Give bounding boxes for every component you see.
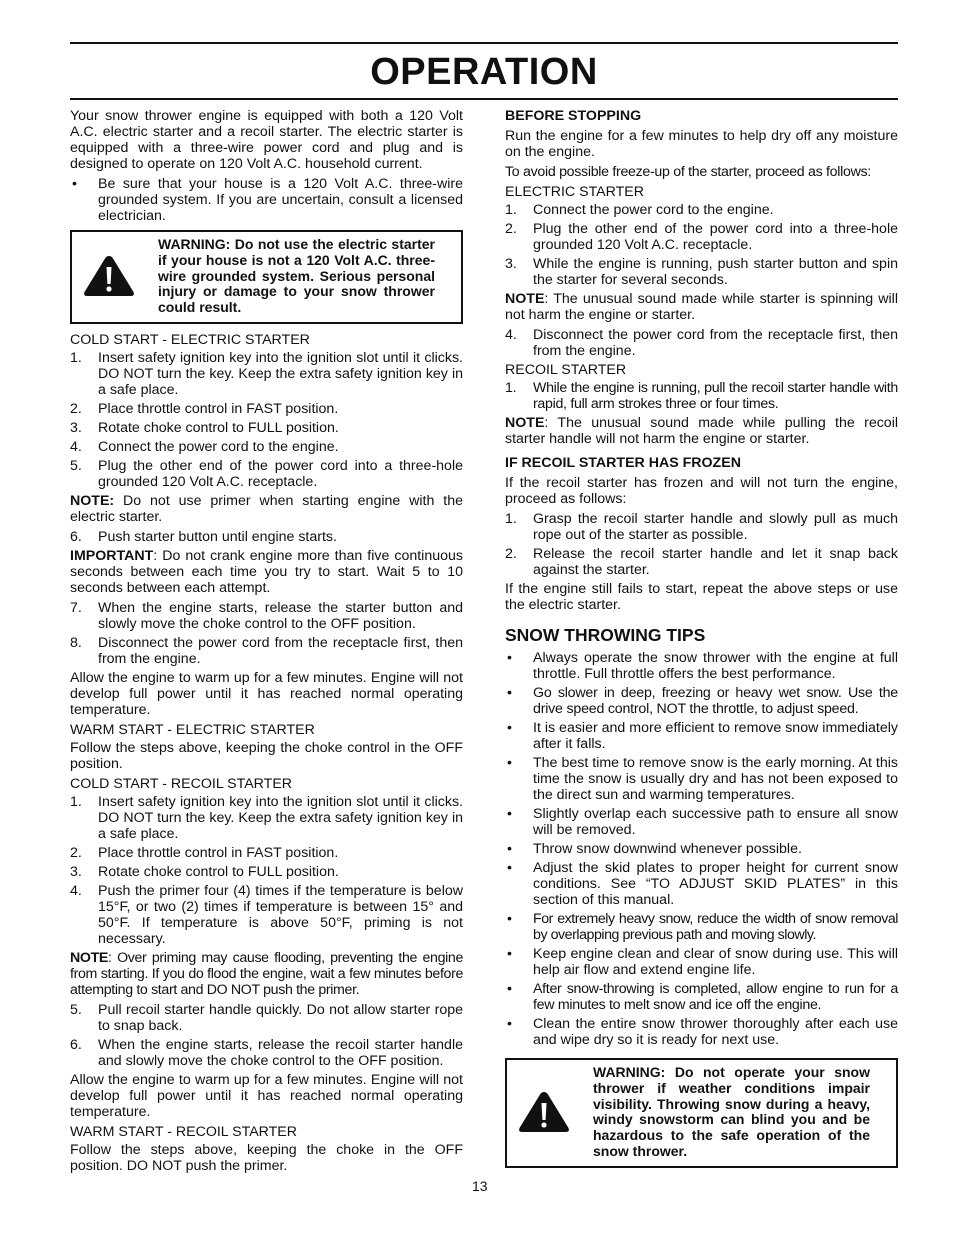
- warmup-paragraph: Allow the engine to warm up for a few minutes. Engine will not develop full power until it has reached normal operating temperature.: [70, 669, 463, 718]
- list-item: 3. Rotate choke control to FULL position.: [70, 863, 339, 880]
- recoil-starter-heading: RECOIL STARTER: [505, 362, 627, 378]
- frozen-heading: IF RECOIL STARTER HAS FROZEN: [505, 455, 741, 471]
- electric-starter-heading: ELECTRIC STARTER: [505, 184, 645, 200]
- list-item: 2. Place throttle control in FAST position.: [70, 400, 339, 417]
- snow-throwing-tips-heading: SNOW THROWING TIPS: [505, 625, 706, 645]
- list-item: 4. Disconnect the power cord from the receptacle first, then from the engine.: [505, 327, 898, 359]
- bullet-icon: •: [507, 720, 512, 736]
- warning-text: WARNING: Do not operate your snow thrower if weather conditions impair visibility. Throwing snow during a heavy, windy snowstorm can blind you and be hazardous to the safe operation of the snow thrower.: [593, 1064, 870, 1159]
- bullet-icon: •: [507, 806, 512, 822]
- list-item: 5. Plug the other end of the power cord into a three-hole grounded 120 Volt A.C. receptacle.: [70, 457, 463, 490]
- list-item: 1. Insert safety ignition key into the ignition slot until it clicks. DO NOT turn the key. Keep the extra safety ignition key in a safe place.: [70, 349, 463, 398]
- electric-starter-warning-box: [70, 230, 463, 324]
- list-item: 4. Push the primer four (4) times if the temperature is below 15°F, or two (2) times if temperature is between 15° and 50°F. If temperature is above 50°F, priming is not necessary.: [70, 882, 463, 947]
- frozen-after: If the engine still fails to start, repeat the above steps or use the electric starter.: [505, 581, 898, 613]
- list-item: 1. While the engine is running, pull the recoil starter handle with rapid, full arm strokes three or four times.: [505, 380, 898, 412]
- intro-bullets: [70, 176, 463, 224]
- list-item: • Clean the entire snow thrower thoroughly after each use and wipe dry so it is ready for next use.: [507, 1016, 898, 1048]
- note-paragraph: NOTE: Do not use primer when starting engine with the electric starter.: [70, 492, 463, 525]
- bullet-icon: •: [507, 860, 512, 876]
- warning-triangle-icon: [82, 253, 136, 299]
- list-item: • After snow-throwing is completed, allow engine to run for a few minutes to melt snow and ice off the engine.: [507, 981, 898, 1013]
- list-item: • Be sure that your house is a 120 Volt A.C. three-wire grounded system. If you are uncertain, consult a licensed electrician.: [72, 176, 463, 224]
- bullet-icon: •: [507, 911, 512, 927]
- page-number: 13: [472, 1178, 488, 1194]
- list-item: • It is easier and more efficient to remove snow immediately after it falls.: [507, 720, 898, 752]
- list-item: 7. When the engine starts, release the starter button and slowly move the choke control to the OFF position.: [70, 599, 463, 632]
- bullet-icon: •: [507, 946, 512, 962]
- before-stopping-text: To avoid possible freeze-up of the starter, proceed as follows:: [505, 164, 871, 180]
- warm-electric-text: Follow the steps above, keeping the choke control in the OFF position.: [70, 739, 463, 772]
- snow-throwing-tips-list: [505, 650, 898, 1048]
- cold-electric-steps: [70, 350, 463, 490]
- bullet-icon: •: [507, 685, 512, 701]
- cold-recoil-steps-continued: [70, 1002, 463, 1069]
- bullet-icon: •: [72, 176, 77, 192]
- list-item: • Go slower in deep, freezing or heavy wet snow. Use the drive speed control, NOT the throttle, to adjust speed.: [507, 685, 898, 717]
- left-column: [70, 108, 463, 1178]
- warm-electric-heading: WARM START - ELECTRIC STARTER: [70, 721, 315, 738]
- cold-electric-step6: [70, 529, 463, 545]
- list-item: 2. Release the recoil starter handle and let it snap back against the starter.: [505, 546, 898, 578]
- list-item: • Slightly overlap each successive path to ensure all snow will be removed.: [507, 806, 898, 838]
- before-stopping-heading: BEFORE STOPPING: [505, 108, 642, 124]
- list-item: 3. While the engine is running, push starter button and spin the starter for several seconds.: [505, 256, 898, 288]
- list-item: 1. Insert safety ignition key into the ignition slot until it clicks. DO NOT turn the key. Keep the extra safety ignition key in a safe place.: [70, 793, 463, 842]
- page-title: OPERATION: [370, 51, 598, 93]
- list-item: 3. Rotate choke control to FULL position.: [70, 419, 339, 436]
- note-paragraph: NOTE: Over priming may cause flooding, preventing the engine from starting. If you do flood the engine, wait a few minutes before attempting to start and DO NOT push the primer.: [70, 949, 463, 998]
- list-item: • Throw snow downwind whenever possible.: [507, 841, 802, 857]
- title-underline: [70, 98, 898, 100]
- note-paragraph: NOTE: The unusual sound made while starter is spinning will not harm the engine or starter.: [505, 291, 898, 323]
- cold-electric-heading: COLD START - ELECTRIC STARTER: [70, 331, 310, 348]
- list-item: • Adjust the skid plates to proper height for current snow conditions. See “TO ADJUST SKID PLATES” in this section of this manual.: [507, 860, 898, 908]
- bullet-icon: •: [507, 1016, 512, 1032]
- bullet-icon: •: [507, 650, 512, 666]
- list-item: 4. Connect the power cord to the engine.: [70, 438, 339, 455]
- electric-starter-step4: [505, 327, 898, 359]
- frozen-intro: If the recoil starter has frozen and will not turn the engine, proceed as follows:: [505, 475, 898, 507]
- list-item: 6. Push starter button until engine starts.: [70, 528, 337, 545]
- bullet-icon: •: [507, 981, 512, 997]
- cold-recoil-steps: [70, 794, 463, 947]
- warmup-paragraph: Allow the engine to warm up for a few minutes. Engine will not develop full power until it has reached normal operating temperature.: [70, 1071, 463, 1120]
- warning-text: WARNING: Do not use the electric starter if your house is not a 120 Volt A.C. three-wire grounded system. Serious personal injury or damage to your snow thrower could result.: [158, 236, 435, 316]
- list-item: 5. Pull recoil starter handle quickly. Do not allow starter rope to snap back.: [70, 1001, 463, 1034]
- list-item: 6. When the engine starts, release the recoil starter handle and slowly move the choke control to the OFF position.: [70, 1036, 463, 1069]
- right-column: [505, 108, 898, 1176]
- list-item: • The best time to remove snow is the early morning. At this time the snow is usually dry and has not been exposed to the direct sun and warming temperatures.: [507, 755, 898, 803]
- weather-warning-box: [505, 1058, 898, 1168]
- warning-triangle-icon: [517, 1089, 571, 1135]
- list-item: • For extremely heavy snow, reduce the width of snow removal by overlapping previous path and moving slowly.: [507, 911, 898, 943]
- list-item: 1. Connect the power cord to the engine.: [505, 202, 774, 218]
- before-stopping-text: Run the engine for a few minutes to help dry off any moisture on the engine.: [505, 128, 898, 160]
- top-rule: [70, 42, 898, 44]
- list-item: 1. Grasp the recoil starter handle and slowly pull as much rope out of the starter as possible.: [505, 511, 898, 543]
- list-item: 2. Plug the other end of the power cord into a three-hole grounded 120 Volt A.C. receptacle.: [505, 221, 898, 253]
- warm-recoil-text: Follow the steps above, keeping the choke in the OFF position. DO NOT push the primer.: [70, 1141, 463, 1174]
- list-item: 2. Place throttle control in FAST position.: [70, 844, 339, 861]
- list-item: • Always operate the snow thrower with the engine at full throttle. Full throttle offers the best performance.: [507, 650, 898, 682]
- list-item: 8. Disconnect the power cord from the receptacle first, then from the engine.: [70, 634, 463, 667]
- bullet-icon: •: [507, 755, 512, 771]
- note-paragraph: NOTE: The unusual sound made while pulling the recoil starter handle will not harm the engine or starter.: [505, 415, 898, 447]
- cold-electric-steps-continued: [70, 600, 463, 667]
- intro-paragraph: Your snow thrower engine is equipped with both a 120 Volt A.C. electric starter and a recoil starter. The electric starter is equipped with a three-wire power cord and plug and is designed to operate on 120 Volt A.C. household current.: [70, 108, 463, 172]
- list-item: • Keep engine clean and clear of snow during use. This will help air flow and extend engine life.: [507, 946, 898, 978]
- important-paragraph: IMPORTANT: Do not crank engine more than five continuous seconds between each time you try to start. Wait 5 to 10 seconds between each attempt.: [70, 547, 463, 596]
- electric-starter-steps: [505, 202, 898, 288]
- recoil-starter-steps: [505, 380, 898, 412]
- cold-recoil-heading: COLD START - RECOIL STARTER: [70, 775, 293, 792]
- frozen-steps: [505, 511, 898, 578]
- bullet-icon: •: [507, 841, 512, 857]
- warm-recoil-heading: WARM START - RECOIL STARTER: [70, 1123, 298, 1140]
